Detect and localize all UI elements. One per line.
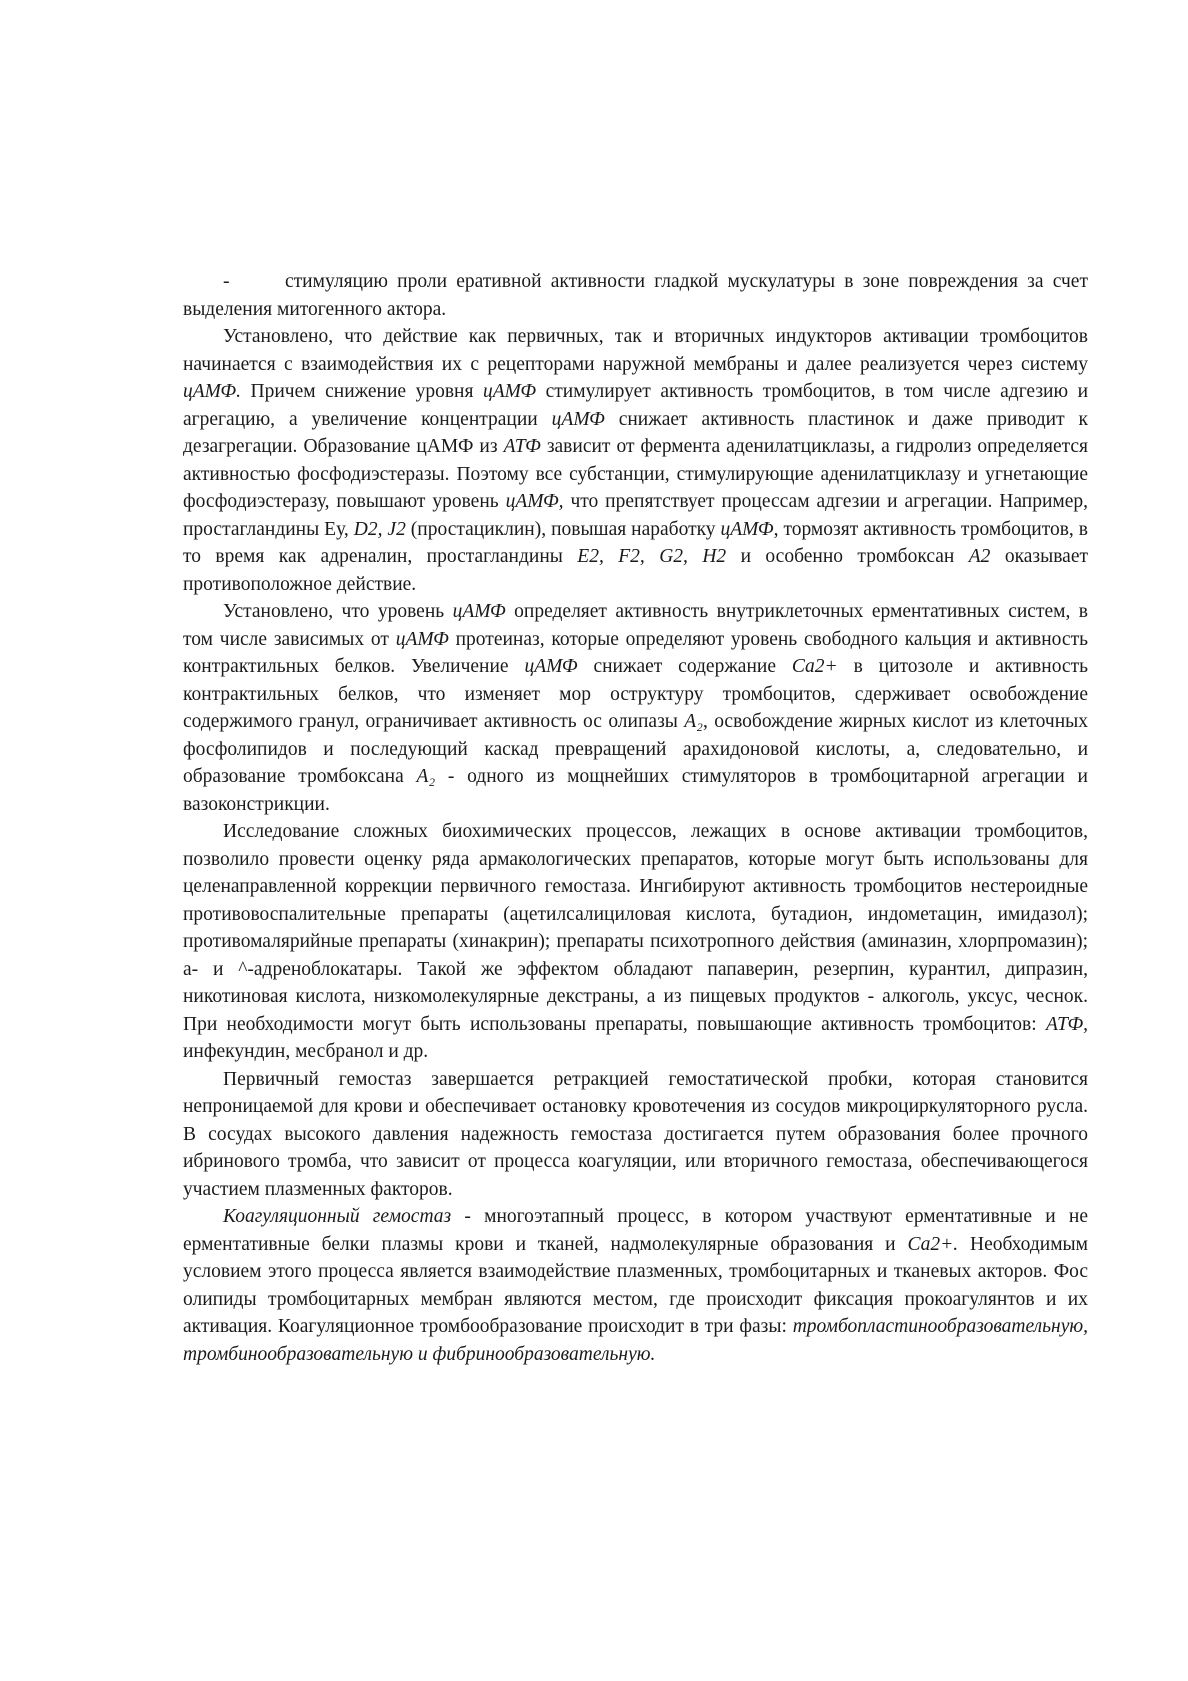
text-run: Первичный гемостаз завершается ретракцией гемостатической пробки, которая становится непроницаемой для крови и обеспечивает остановку кровотечения из сосудов микроциркуляторного русла. В сосудах высокого давления надежность гемостаза достигается путем образования более прочного ибринового тромба, что зависит от процесса коагуляции, или вторичного гемостаза, обеспечивающегося участием плазменных факторов. (183, 1068, 1088, 1200)
text-run-italic: цАМФ. (183, 381, 241, 402)
text-run-italic: цАМФ (524, 656, 578, 677)
text-run-italic: цАМФ (452, 601, 506, 622)
text-run-italic: цАМФ, (505, 491, 564, 512)
text-run-italic: А₂ (684, 711, 703, 732)
text-run: снижает активность пластинок и даже приводит к дезагрегации. Образование цАМФ из (183, 408, 1089, 457)
text-run: снижает содержание (577, 656, 792, 677)
text-run-italic: D2, J2 (353, 518, 406, 540)
text-run: в цитозоле и активность контрактильных белков, что изменяет мор оструктуру тромбоцитов, сдерживает освобождение содержимого гранул, ограничивает активность ос олипазы (183, 656, 1088, 732)
text-run: стимулирует активность тромбоцитов, в том числе адгезию и агрегацию, а увеличение концентрации (183, 381, 1088, 430)
text-run-italic: Са2+ (791, 656, 838, 677)
text-run-italic: тромбопластинообразовательную, тромбинообразовательную и фибринообразовательную. (183, 1316, 1088, 1365)
text-run: Необходимым условием этого процесса является взаимодействие плазменных, тромбоцитарных и тканевых акторов. Фос олипиды тромбоцитарных мембран являются местом, где происходит фиксация прокоагулянтов и их активация. Коагуляционное тромбообразование происходит в три фазы: (183, 1233, 1089, 1337)
text-run-italic: Коагуляционный гемостаз (223, 1206, 452, 1227)
text-run: Установлено, что действие как первичных, так и вторичных индукторов активации тромбоцитов начинается с взаимодействия их с рецепторами наружной мембраны и далее реализуется через систему (183, 326, 1088, 375)
text-run: и особенно тромбоксан (726, 546, 969, 567)
text-run: , тормозят активность тромбоцитов, в то время как адреналин, простагландины (183, 518, 1088, 567)
text-run: , освобождение жирных кислот из клеточных фосфолипидов и последующий каскад превращений арахидоновой кислоты, а, следовательно, и образование тромбоксана (183, 711, 1088, 787)
text-run-italic: цАМФ (551, 408, 605, 430)
text-run: - многоэтапный процесс, в котором участвуют ерментативные и не ерментативные белки плазмы крови и тканей, надмолекулярные образования и (183, 1206, 1088, 1255)
text-run: определяет активность внутриклеточных ерментативных систем, в том числе зависимых от (183, 601, 1088, 650)
text-run: - одного из мощнейших стимуляторов в тромбоцитарной агрегации и вазоконстрикции. (183, 766, 1088, 815)
paragraph-pharmacology (183, 818, 1088, 1066)
document-page (183, 268, 1088, 1368)
text-run-italic: А2 (968, 546, 991, 567)
text-run: оказывает противоположное действие. (183, 546, 1088, 595)
text-run-italic: Е2, F2, G2, Н2 (577, 546, 727, 567)
text-run: протеиназ, которые определяют уровень свободного кальция и активность контрактильных белков. Увеличение (183, 628, 1088, 677)
text-run: инфекундин, месбранол и др. (183, 1041, 429, 1062)
text-run: стимуляцию проли еративной активности гладкой мускулатуры в зоне повреждения за счет выделения митогенного актора. (183, 271, 1088, 320)
text-run-italic: Са2+. (907, 1233, 959, 1255)
list-dash: - (223, 271, 230, 292)
text-run: что препятствует процессам адгезии и агрегации. Например, простагландины Еу, (183, 491, 1088, 540)
text-run-italic: АТФ, (1045, 1013, 1088, 1035)
text-run-italic: цАМФ (482, 381, 537, 402)
paragraph-list-item (183, 268, 1088, 323)
paragraph-primary-hemostasis (183, 1066, 1088, 1204)
text-run: Причем снижение уровня (240, 381, 483, 402)
paragraph-camp-system (183, 323, 1088, 598)
text-run: зависит от фермента аденилатциклазы, а гидролиз определяется активностью фосфодиэстеразы. Поэтому все субстанции, стимулирующие аденилатциклазу и угнетающие фосфодиэстеразу, повышают уровень (183, 436, 1088, 512)
text-run: (простациклин), повышая наработку (405, 518, 721, 540)
text-run: Исследование сложных биохимических процессов, лежащих в основе активации тромбоцитов, позволило провести оценку ряда армакологических препаратов, которые могут быть использованы для целенаправленной коррекции первичного гемостаза. Ингибируют активность тромбоцитов нестероидные противовоспалительные препараты (ацетилсалициловая кислота, бутадион, индометацин, имидазол); противомалярийные препараты (хинакрин); препараты психотропного действия (аминазин, хлорпромазин); а- и ^-адреноблокатары. Такой же эффектом обладают папаверин, резерпин, курантил, дипразин, никотиновая кислота, низкомолекулярные декстраны, а из пищевых продуктов - алкоголь, уксус, чеснок. При необходимости могут быть использованы препараты, повышающие активность тромбоцитов: (183, 821, 1088, 1035)
text-run-italic: цАМФ (720, 518, 774, 540)
text-run-italic: А₂ (416, 766, 436, 787)
paragraph-camp-enzymes (183, 598, 1088, 818)
text-run-italic: АТФ (503, 436, 541, 457)
text-run: Установлено, что уровень (223, 601, 453, 622)
paragraph-coagulation-hemostasis (183, 1203, 1088, 1368)
text-run-italic: цАМФ (395, 628, 449, 650)
